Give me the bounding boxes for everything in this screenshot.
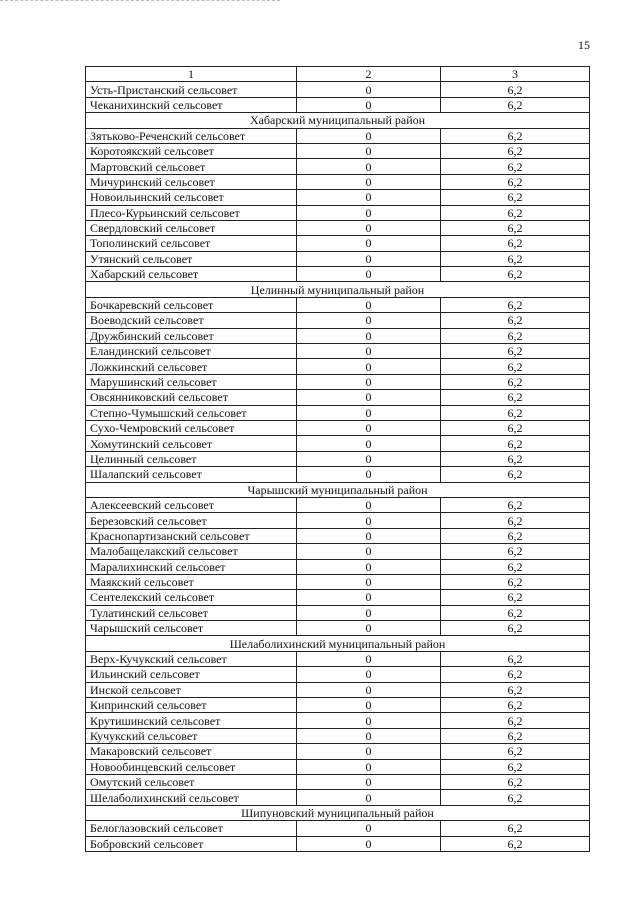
column-2-value-cell: 0 xyxy=(297,420,441,435)
column-3-value-cell: 6,2 xyxy=(441,682,590,697)
table-row xyxy=(86,174,590,189)
column-3-value-cell: 6,2 xyxy=(441,698,590,713)
settlement-name-cell: Степно-Чумышский сельсовет xyxy=(86,405,297,420)
table-row xyxy=(86,713,590,728)
column-2-value-cell: 0 xyxy=(297,390,441,405)
column-3-value-cell: 6,2 xyxy=(441,205,590,220)
column-3-value-cell: 6,2 xyxy=(441,220,590,235)
settlement-name-cell: Усть-Пристанский сельсовет xyxy=(86,82,297,97)
district-section-row xyxy=(86,805,590,820)
table-row xyxy=(86,220,590,235)
table-row xyxy=(86,159,590,174)
table-row xyxy=(86,97,590,112)
column-2-value-cell: 0 xyxy=(297,651,441,666)
settlement-name-cell: Воеводский сельсовет xyxy=(86,313,297,328)
table-row xyxy=(86,728,590,743)
column-2-value-cell: 0 xyxy=(297,774,441,789)
settlement-name-cell: Тополинский сельсовет xyxy=(86,236,297,251)
column-2-value-cell: 0 xyxy=(297,220,441,235)
column-2-value-cell: 0 xyxy=(297,667,441,682)
district-section-row xyxy=(86,113,590,128)
settlement-name-cell: Маралихинский сельсовет xyxy=(86,559,297,574)
column-2-value-cell: 0 xyxy=(297,451,441,466)
table-row xyxy=(86,205,590,220)
district-title: Целинный муниципальный район xyxy=(86,282,590,297)
settlement-name-cell: Плесо-Курьинский сельсовет xyxy=(86,205,297,220)
table-row xyxy=(86,344,590,359)
column-3-value-cell: 6,2 xyxy=(441,790,590,805)
column-2-value-cell: 0 xyxy=(297,528,441,543)
column-3-value-cell: 6,2 xyxy=(441,344,590,359)
settlement-name-cell: Коротоякский сельсовет xyxy=(86,143,297,158)
column-3-value-cell: 6,2 xyxy=(441,528,590,543)
column-2-value-cell: 0 xyxy=(297,159,441,174)
allocation-table xyxy=(85,66,590,852)
settlement-name-cell: Хомутинский сельсовет xyxy=(86,436,297,451)
column-3-value-cell: 6,2 xyxy=(441,467,590,482)
column-3-value-cell: 6,2 xyxy=(441,451,590,466)
column-2-value-cell: 0 xyxy=(297,574,441,589)
settlement-name-cell: Березовский сельсовет xyxy=(86,513,297,528)
column-3-value-cell: 6,2 xyxy=(441,420,590,435)
column-2-value-cell: 0 xyxy=(297,698,441,713)
settlement-name-cell: Чеканихинский сельсовет xyxy=(86,97,297,112)
table-row xyxy=(86,790,590,805)
settlement-name-cell: Алексеевский сельсовет xyxy=(86,497,297,512)
column-2-value-cell: 0 xyxy=(297,128,441,143)
column-3-value-cell: 6,2 xyxy=(441,605,590,620)
table-row xyxy=(86,667,590,682)
column-2-value-cell: 0 xyxy=(297,251,441,266)
column-2-value-cell: 0 xyxy=(297,82,441,97)
column-3-value-cell: 6,2 xyxy=(441,513,590,528)
column-3-value-cell: 6,2 xyxy=(441,836,590,851)
column-3-value-cell: 6,2 xyxy=(441,621,590,636)
table-row xyxy=(86,621,590,636)
table-row xyxy=(86,297,590,312)
column-2-value-cell: 0 xyxy=(297,313,441,328)
column-2-value-cell: 0 xyxy=(297,344,441,359)
settlement-name-cell: Омутский сельсовет xyxy=(86,774,297,789)
column-2-value-cell: 0 xyxy=(297,682,441,697)
column-2-value-cell: 0 xyxy=(297,297,441,312)
column-number-1: 1 xyxy=(86,67,297,82)
settlement-name-cell: Зятьково-Реченский сельсовет xyxy=(86,128,297,143)
table-row xyxy=(86,744,590,759)
table-row xyxy=(86,420,590,435)
column-3-value-cell: 6,2 xyxy=(441,313,590,328)
column-2-value-cell: 0 xyxy=(297,605,441,620)
column-3-value-cell: 6,2 xyxy=(441,544,590,559)
table-row xyxy=(86,328,590,343)
settlement-name-cell: Шелаболихинский сельсовет xyxy=(86,790,297,805)
column-3-value-cell: 6,2 xyxy=(441,821,590,836)
table-row xyxy=(86,605,590,620)
table-row xyxy=(86,374,590,389)
column-3-value-cell: 6,2 xyxy=(441,759,590,774)
column-3-value-cell: 6,2 xyxy=(441,574,590,589)
district-title: Чарышский муниципальный район xyxy=(86,482,590,497)
settlement-name-cell: Еландинский сельсовет xyxy=(86,344,297,359)
column-2-value-cell: 0 xyxy=(297,744,441,759)
settlement-name-cell: Мичуринский сельсовет xyxy=(86,174,297,189)
column-2-value-cell: 0 xyxy=(297,97,441,112)
column-2-value-cell: 0 xyxy=(297,790,441,805)
settlement-name-cell: Верх-Кучукский сельсовет xyxy=(86,651,297,666)
table-body xyxy=(86,82,590,852)
column-3-value-cell: 6,2 xyxy=(441,390,590,405)
column-2-value-cell: 0 xyxy=(297,405,441,420)
column-2-value-cell: 0 xyxy=(297,328,441,343)
column-3-value-cell: 6,2 xyxy=(441,436,590,451)
column-2-value-cell: 0 xyxy=(297,174,441,189)
table-row xyxy=(86,313,590,328)
column-3-value-cell: 6,2 xyxy=(441,328,590,343)
table-row xyxy=(86,759,590,774)
table-row xyxy=(86,405,590,420)
district-section-row xyxy=(86,282,590,297)
column-2-value-cell: 0 xyxy=(297,497,441,512)
column-3-value-cell: 6,2 xyxy=(441,267,590,282)
settlement-name-cell: Инской сельсовет xyxy=(86,682,297,697)
settlement-name-cell: Шалапский сельсовет xyxy=(86,467,297,482)
table-row xyxy=(86,513,590,528)
settlement-name-cell: Маякский сельсовет xyxy=(86,574,297,589)
table-row xyxy=(86,267,590,282)
settlement-name-cell: Свердловский сельсовет xyxy=(86,220,297,235)
district-title: Хабарский муниципальный район xyxy=(86,113,590,128)
district-section-row xyxy=(86,636,590,651)
column-number-3: 3 xyxy=(441,67,590,82)
settlement-name-cell: Белоглазовский сельсовет xyxy=(86,821,297,836)
column-3-value-cell: 6,2 xyxy=(441,559,590,574)
table-row xyxy=(86,467,590,482)
column-2-value-cell: 0 xyxy=(297,544,441,559)
column-2-value-cell: 0 xyxy=(297,467,441,482)
column-3-value-cell: 6,2 xyxy=(441,97,590,112)
settlement-name-cell: Кипринский сельсовет xyxy=(86,698,297,713)
table-row xyxy=(86,528,590,543)
column-number-header-row xyxy=(86,67,590,82)
column-3-value-cell: 6,2 xyxy=(441,297,590,312)
settlement-name-cell: Сентелекский сельсовет xyxy=(86,590,297,605)
district-section-row xyxy=(86,482,590,497)
column-3-value-cell: 6,2 xyxy=(441,651,590,666)
settlement-name-cell: Кучукский сельсовет xyxy=(86,728,297,743)
settlement-name-cell: Чарышский сельсовет xyxy=(86,621,297,636)
settlement-name-cell: Ильинский сельсовет xyxy=(86,667,297,682)
settlement-name-cell: Ложкинский сельсовет xyxy=(86,359,297,374)
column-2-value-cell: 0 xyxy=(297,236,441,251)
column-3-value-cell: 6,2 xyxy=(441,159,590,174)
column-3-value-cell: 6,2 xyxy=(441,359,590,374)
table-row xyxy=(86,544,590,559)
table-row xyxy=(86,128,590,143)
settlement-name-cell: Бочкаревский сельсовет xyxy=(86,297,297,312)
column-3-value-cell: 6,2 xyxy=(441,774,590,789)
column-2-value-cell: 0 xyxy=(297,374,441,389)
column-3-value-cell: 6,2 xyxy=(441,174,590,189)
column-2-value-cell: 0 xyxy=(297,590,441,605)
settlement-name-cell: Краснопартизанский сельсовет xyxy=(86,528,297,543)
table-row xyxy=(86,559,590,574)
column-3-value-cell: 6,2 xyxy=(441,744,590,759)
column-2-value-cell: 0 xyxy=(297,713,441,728)
settlement-name-cell: Новоильинский сельсовет xyxy=(86,190,297,205)
column-3-value-cell: 6,2 xyxy=(441,128,590,143)
page-number: 15 xyxy=(578,38,590,52)
table-row xyxy=(86,190,590,205)
table-row xyxy=(86,359,590,374)
column-2-value-cell: 0 xyxy=(297,436,441,451)
column-3-value-cell: 6,2 xyxy=(441,497,590,512)
table-row xyxy=(86,390,590,405)
district-title: Шипуновский муниципальный район xyxy=(86,805,590,820)
settlement-name-cell: Новообинцевский сельсовет xyxy=(86,759,297,774)
column-2-value-cell: 0 xyxy=(297,513,441,528)
settlement-name-cell: Целинный сельсовет xyxy=(86,451,297,466)
column-2-value-cell: 0 xyxy=(297,821,441,836)
settlement-name-cell: Утянский сельсовет xyxy=(86,251,297,266)
column-number-2: 2 xyxy=(297,67,441,82)
settlement-name-cell: Макаровский сельсовет xyxy=(86,744,297,759)
column-3-value-cell: 6,2 xyxy=(441,251,590,266)
settlement-name-cell: Овсянниковский сельсовет xyxy=(86,390,297,405)
column-3-value-cell: 6,2 xyxy=(441,236,590,251)
table-row xyxy=(86,774,590,789)
column-2-value-cell: 0 xyxy=(297,359,441,374)
table-row xyxy=(86,682,590,697)
column-3-value-cell: 6,2 xyxy=(441,143,590,158)
table-row xyxy=(86,82,590,97)
settlement-name-cell: Марушинский сельсовет xyxy=(86,374,297,389)
district-title: Шелаболихинский муниципальный район xyxy=(86,636,590,651)
column-3-value-cell: 6,2 xyxy=(441,713,590,728)
column-2-value-cell: 0 xyxy=(297,728,441,743)
column-3-value-cell: 6,2 xyxy=(441,190,590,205)
column-3-value-cell: 6,2 xyxy=(441,728,590,743)
settlement-name-cell: Дружбинский сельсовет xyxy=(86,328,297,343)
table-row xyxy=(86,251,590,266)
column-2-value-cell: 0 xyxy=(297,759,441,774)
table-row xyxy=(86,574,590,589)
column-2-value-cell: 0 xyxy=(297,267,441,282)
settlement-name-cell: Сухо-Чемровский сельсовет xyxy=(86,420,297,435)
settlement-name-cell: Крутишинский сельсовет xyxy=(86,713,297,728)
table-row xyxy=(86,436,590,451)
column-3-value-cell: 6,2 xyxy=(441,405,590,420)
table-row xyxy=(86,836,590,851)
table-row xyxy=(86,821,590,836)
scan-edge-line xyxy=(0,0,280,2)
settlement-name-cell: Тулатинский сельсовет xyxy=(86,605,297,620)
settlement-name-cell: Бобровский сельсовет xyxy=(86,836,297,851)
column-2-value-cell: 0 xyxy=(297,559,441,574)
table-row xyxy=(86,143,590,158)
settlement-name-cell: Малобащелакский сельсовет xyxy=(86,544,297,559)
settlement-name-cell: Хабарский сельсовет xyxy=(86,267,297,282)
column-3-value-cell: 6,2 xyxy=(441,667,590,682)
table-row xyxy=(86,698,590,713)
column-3-value-cell: 6,2 xyxy=(441,374,590,389)
table-row xyxy=(86,451,590,466)
table-row xyxy=(86,236,590,251)
column-2-value-cell: 0 xyxy=(297,190,441,205)
column-3-value-cell: 6,2 xyxy=(441,82,590,97)
column-2-value-cell: 0 xyxy=(297,836,441,851)
column-2-value-cell: 0 xyxy=(297,143,441,158)
table-row xyxy=(86,590,590,605)
column-2-value-cell: 0 xyxy=(297,621,441,636)
table-row xyxy=(86,651,590,666)
column-2-value-cell: 0 xyxy=(297,205,441,220)
settlement-name-cell: Мартовский сельсовет xyxy=(86,159,297,174)
column-3-value-cell: 6,2 xyxy=(441,590,590,605)
table-row xyxy=(86,497,590,512)
